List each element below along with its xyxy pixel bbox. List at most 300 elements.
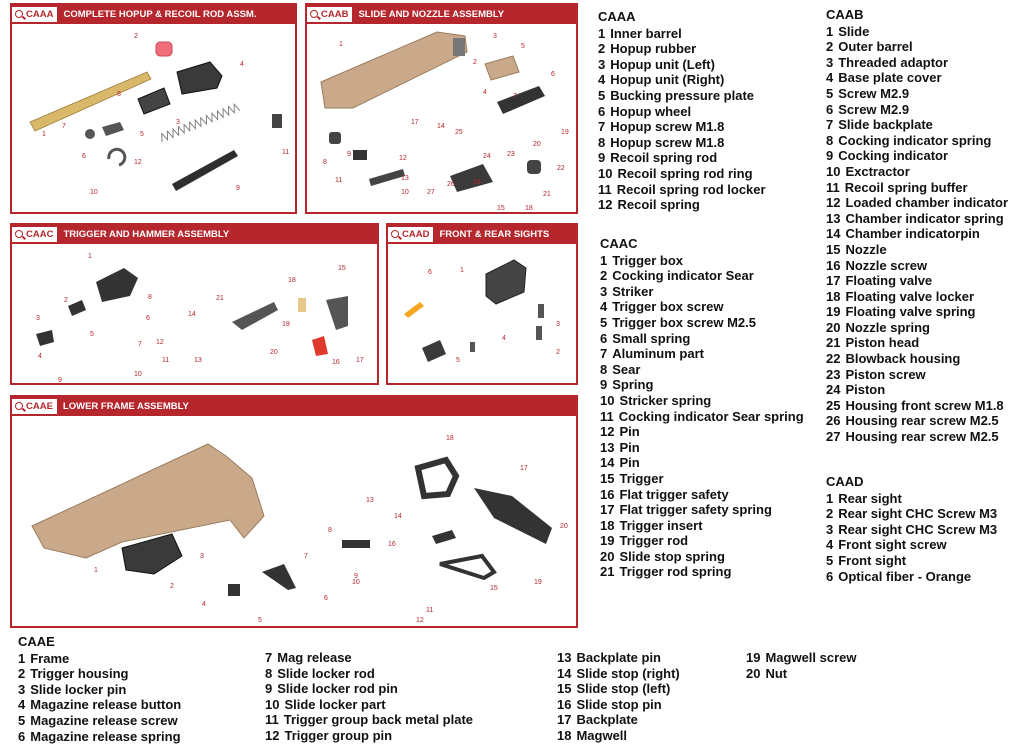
callout-label: 18 bbox=[525, 205, 533, 212]
callout-label: 17 bbox=[520, 465, 528, 472]
callout-label: 6 bbox=[146, 315, 150, 322]
part-number: 8 bbox=[265, 665, 273, 681]
part-name: Trigger group pin bbox=[284, 727, 393, 743]
part-list-item bbox=[826, 413, 1008, 429]
part-number: 13 bbox=[557, 650, 572, 665]
callout-label: 5 bbox=[90, 331, 94, 338]
part-name: Spring bbox=[612, 377, 654, 393]
part-number: 15 bbox=[600, 470, 615, 486]
panel-caad-tag bbox=[388, 227, 433, 242]
callout-label: 2 bbox=[64, 297, 68, 304]
callout-label: 9 bbox=[236, 185, 240, 192]
slide-stop-part bbox=[432, 530, 456, 544]
callout-label: 6 bbox=[551, 71, 555, 78]
panel-caae-tag bbox=[12, 399, 57, 414]
callout-label: 2 bbox=[556, 349, 560, 356]
part-number: 3 bbox=[600, 283, 608, 299]
callout-label: 1 bbox=[94, 567, 98, 574]
callout-label: 5 bbox=[258, 617, 262, 624]
part-name: Threaded adaptor bbox=[838, 54, 949, 70]
callout-label: 3 bbox=[200, 553, 204, 560]
callout-label: 6 bbox=[324, 595, 328, 602]
rear-screw-part bbox=[536, 326, 542, 340]
part-number: 9 bbox=[265, 681, 273, 697]
callout-label: 3 bbox=[556, 321, 560, 328]
slide-stop-left-part bbox=[440, 556, 494, 578]
part-name: Recoil spring buffer bbox=[844, 179, 968, 195]
part-list-item bbox=[826, 195, 1008, 211]
callout-label: 12 bbox=[416, 617, 424, 624]
part-name: Slide backplate bbox=[838, 117, 933, 133]
callout-label: 25 bbox=[455, 129, 463, 136]
part-number: 12 bbox=[826, 195, 841, 211]
part-number: 4 bbox=[826, 537, 834, 553]
callout-label: 5 bbox=[456, 357, 460, 364]
part-number: 20 bbox=[826, 319, 841, 335]
part-name: Recoil spring rod locker bbox=[616, 181, 766, 197]
optical-fiber-part bbox=[404, 302, 424, 318]
blowback-housing-part bbox=[497, 86, 545, 114]
callout-label: 23 bbox=[507, 151, 515, 158]
part-list-item bbox=[826, 335, 1008, 351]
parts-list-caab bbox=[826, 7, 1008, 445]
callout-label: 8 bbox=[148, 294, 152, 301]
part-list-item bbox=[826, 226, 1008, 242]
part-number: 27 bbox=[826, 429, 841, 445]
part-name: Mag release bbox=[277, 650, 352, 665]
callout-label: 4 bbox=[240, 61, 244, 68]
parts-list-caaa bbox=[598, 9, 766, 213]
part-list-item bbox=[557, 666, 680, 682]
part-name: Pin bbox=[619, 455, 640, 471]
recoil-spring-part bbox=[159, 103, 240, 142]
magwell-part bbox=[418, 460, 456, 496]
part-name: Hopup rubber bbox=[610, 41, 697, 57]
part-name: Floating valve locker bbox=[845, 288, 975, 304]
part-number: 2 bbox=[598, 41, 606, 57]
part-name: Cocking indicator spring bbox=[838, 132, 992, 148]
part-list-item bbox=[598, 166, 766, 182]
callout-label: 15 bbox=[497, 205, 505, 212]
part-name: Exctractor bbox=[845, 163, 910, 179]
part-number: 6 bbox=[826, 568, 834, 584]
trigger-insert-part bbox=[298, 298, 306, 312]
part-name: Blowback housing bbox=[845, 351, 961, 367]
part-list-item bbox=[826, 133, 1008, 149]
extractor-part bbox=[369, 169, 405, 186]
part-list-item bbox=[826, 553, 997, 569]
callout-label: 20 bbox=[270, 349, 278, 356]
callout-label: 14 bbox=[437, 123, 445, 130]
panel-caaa-code: CAAA bbox=[26, 9, 54, 20]
part-name: Cocking indicator Sear spring bbox=[618, 408, 804, 424]
part-list-item bbox=[600, 346, 804, 362]
panel-caaa-tag bbox=[12, 7, 57, 22]
part-list-item bbox=[598, 119, 766, 135]
part-name: Bucking pressure plate bbox=[610, 87, 755, 103]
part-list-item bbox=[600, 268, 804, 284]
hopup-rubber-part bbox=[156, 42, 172, 56]
part-name: Magwell screw bbox=[765, 650, 857, 665]
magazine-release-button-part bbox=[228, 584, 240, 596]
part-number: 3 bbox=[826, 521, 834, 537]
callout-label: 21 bbox=[543, 191, 551, 198]
part-number: 11 bbox=[598, 181, 612, 197]
part-number: 9 bbox=[826, 148, 834, 164]
part-number: 16 bbox=[826, 257, 841, 273]
part-number: 4 bbox=[598, 72, 606, 88]
callout-label: 9 bbox=[354, 573, 358, 580]
part-list-item bbox=[600, 502, 804, 518]
part-name: Loaded chamber indicator bbox=[845, 195, 1009, 211]
part-number: 16 bbox=[600, 486, 615, 502]
part-number: 8 bbox=[600, 361, 608, 377]
callout-label: 20 bbox=[533, 141, 541, 148]
trigger-part bbox=[326, 296, 348, 330]
part-number: 20 bbox=[746, 665, 761, 681]
recoil-buffer-part bbox=[329, 132, 341, 144]
part-number: 5 bbox=[598, 87, 606, 103]
part-name: Nozzle bbox=[845, 241, 887, 257]
callout-label: 1 bbox=[88, 253, 92, 260]
part-list-item bbox=[826, 102, 1008, 118]
part-name: Rear sight CHC Screw M3 bbox=[838, 506, 998, 522]
part-list-item bbox=[600, 487, 804, 503]
part-list-item bbox=[598, 182, 766, 198]
part-number: 7 bbox=[598, 119, 606, 135]
part-number: 1 bbox=[826, 23, 834, 39]
part-list-item bbox=[18, 666, 181, 682]
part-number: 6 bbox=[18, 728, 26, 744]
part-number: 1 bbox=[826, 490, 834, 506]
callout-label: 13 bbox=[194, 357, 202, 364]
part-name: Hopup unit (Left) bbox=[610, 56, 715, 72]
rear-screw-part bbox=[538, 304, 544, 318]
part-list-item bbox=[826, 569, 997, 585]
magnifier-icon bbox=[310, 10, 318, 18]
callout-label: 11 bbox=[282, 149, 290, 156]
part-number: 5 bbox=[600, 314, 608, 330]
part-name: Screw M2.9 bbox=[838, 85, 910, 101]
part-list-item bbox=[600, 471, 804, 487]
part-list-item bbox=[598, 26, 766, 42]
bucking-plate-part bbox=[102, 122, 124, 136]
panel-caad bbox=[386, 223, 578, 385]
part-name: Hopup unit (Right) bbox=[610, 72, 725, 88]
part-list-item bbox=[600, 409, 804, 425]
mag-release-part bbox=[262, 564, 296, 590]
part-list-item bbox=[826, 382, 1008, 398]
callout-label: 10 bbox=[401, 189, 409, 196]
panel-caae-title: LOWER FRAME ASSEMBLY bbox=[62, 401, 189, 412]
panel-caaa bbox=[10, 3, 297, 214]
part-list-item bbox=[826, 320, 1008, 336]
part-list-item bbox=[600, 424, 804, 440]
part-list-item bbox=[600, 440, 804, 456]
part-number: 6 bbox=[598, 103, 606, 119]
panel-caab bbox=[305, 3, 578, 214]
front-sight-screw-part bbox=[470, 342, 475, 352]
part-name: Small spring bbox=[612, 330, 691, 346]
part-number: 10 bbox=[600, 392, 615, 408]
part-number: 5 bbox=[18, 712, 26, 728]
part-list-item bbox=[746, 666, 857, 682]
parts-list-caad bbox=[826, 474, 997, 584]
part-number: 2 bbox=[18, 666, 26, 682]
part-number: 2 bbox=[826, 39, 834, 55]
magnifier-icon bbox=[391, 230, 399, 238]
part-number: 11 bbox=[600, 408, 614, 424]
part-list-item bbox=[826, 39, 1008, 55]
part-name: Rear sight CHC Screw M3 bbox=[838, 521, 998, 537]
callout-label: 7 bbox=[513, 93, 517, 100]
part-number: 14 bbox=[557, 665, 572, 681]
part-number: 4 bbox=[600, 299, 608, 315]
trigger-rod-part bbox=[232, 302, 278, 330]
part-name: Backplate pin bbox=[576, 650, 661, 665]
part-list-item bbox=[826, 148, 1008, 164]
callout-label: 26 bbox=[447, 181, 455, 188]
part-number: 16 bbox=[557, 696, 572, 712]
part-list-item bbox=[826, 289, 1008, 305]
callout-label: 8 bbox=[323, 159, 327, 166]
part-list-item bbox=[600, 549, 804, 565]
part-number: 5 bbox=[826, 85, 834, 101]
callout-label: 3 bbox=[493, 33, 497, 40]
part-list-item bbox=[18, 682, 181, 698]
panel-caae-code: CAAE bbox=[26, 401, 53, 412]
callout-label: 16 bbox=[388, 541, 396, 548]
panel-caac-title: TRIGGER AND HAMMER ASSEMBLY bbox=[63, 229, 230, 240]
part-list-item bbox=[265, 712, 473, 728]
parts-list-header: CAAD bbox=[826, 474, 864, 489]
part-number: 12 bbox=[598, 197, 613, 213]
panel-caab-code: CAAB bbox=[321, 9, 349, 20]
part-number: 21 bbox=[600, 564, 615, 580]
parts-list-header: CAAC bbox=[600, 236, 638, 251]
part-name: Slide stop spring bbox=[619, 548, 725, 564]
callout-label: 8 bbox=[117, 91, 121, 98]
parts-list-caae-header bbox=[18, 634, 181, 744]
rear-sight-part bbox=[486, 260, 526, 304]
callout-label: 12 bbox=[156, 339, 164, 346]
part-name: Recoil spring rod ring bbox=[617, 165, 753, 181]
callout-label: 19 bbox=[561, 129, 569, 136]
callout-label: 9 bbox=[347, 151, 351, 158]
part-number: 2 bbox=[600, 268, 608, 284]
part-list-item bbox=[265, 650, 473, 666]
part-number: 1 bbox=[598, 25, 606, 41]
part-number: 6 bbox=[826, 101, 834, 117]
part-name: Magazine release button bbox=[30, 697, 182, 713]
part-list-item bbox=[598, 104, 766, 120]
callout-label: 15 bbox=[338, 265, 346, 272]
callout-label: 13 bbox=[401, 175, 409, 182]
part-list-item bbox=[265, 697, 473, 713]
magnifier-icon bbox=[15, 230, 23, 238]
part-name: Piston bbox=[845, 382, 886, 398]
part-list-item bbox=[598, 41, 766, 57]
part-list-item bbox=[18, 697, 181, 713]
part-name: Trigger insert bbox=[619, 517, 703, 533]
callout-label: 11 bbox=[162, 357, 170, 364]
part-name: Slide bbox=[838, 23, 870, 39]
part-list-item bbox=[826, 117, 1008, 133]
callout-label: 1 bbox=[339, 41, 343, 48]
part-name: Trigger box screw M2.5 bbox=[612, 314, 757, 330]
part-list-item bbox=[557, 697, 680, 713]
part-name: Aluminum part bbox=[612, 346, 704, 362]
part-list-item bbox=[598, 88, 766, 104]
callout-label: 4 bbox=[502, 335, 506, 342]
part-number: 14 bbox=[600, 455, 615, 471]
part-name: Stricker spring bbox=[619, 392, 712, 408]
caae-exploded-diagram bbox=[12, 416, 576, 626]
caaa-exploded-diagram bbox=[12, 24, 295, 212]
inner-barrel-part bbox=[30, 72, 151, 131]
part-list-item bbox=[598, 135, 766, 151]
part-list-item bbox=[826, 211, 1008, 227]
part-name: Nut bbox=[765, 665, 788, 681]
flat-trigger-safety-part bbox=[312, 336, 328, 356]
part-list-item bbox=[557, 712, 680, 728]
callout-label: 7 bbox=[138, 341, 142, 348]
part-name: Chamber indicatorpin bbox=[845, 226, 980, 242]
part-number: 22 bbox=[826, 351, 841, 367]
parts-list-caac bbox=[600, 236, 804, 580]
callout-label: 9 bbox=[58, 377, 62, 383]
part-number: 4 bbox=[826, 70, 834, 86]
part-name: Backplate bbox=[576, 712, 638, 728]
part-list-item bbox=[600, 518, 804, 534]
part-list-item bbox=[826, 70, 1008, 86]
panel-caac-code: CAAC bbox=[26, 229, 54, 240]
part-name: Screw M2.9 bbox=[838, 101, 910, 117]
part-name: Cocking indicator Sear bbox=[612, 268, 754, 284]
slide-locker-part bbox=[342, 540, 370, 548]
recoil-spring-rod-part bbox=[172, 150, 238, 191]
slide-backplate-part bbox=[485, 56, 519, 80]
part-number: 9 bbox=[598, 150, 606, 166]
part-list-item bbox=[826, 429, 1008, 445]
panel-caad-title: FRONT & REAR SIGHTS bbox=[439, 229, 550, 240]
part-name: Slide stop (left) bbox=[576, 681, 671, 697]
part-name: Magazine release screw bbox=[30, 712, 178, 728]
panel-caab-header bbox=[307, 5, 576, 24]
callout-label: 12 bbox=[134, 159, 142, 166]
part-name: Trigger box bbox=[612, 252, 684, 268]
part-name: Nozzle screw bbox=[845, 257, 928, 273]
callout-label: 20 bbox=[560, 523, 568, 530]
callout-label: 10 bbox=[352, 579, 360, 586]
callout-label: 24 bbox=[483, 153, 491, 160]
rod-locker-part bbox=[272, 114, 282, 128]
part-name: Magwell bbox=[576, 727, 628, 743]
callout-label: 5 bbox=[140, 131, 144, 138]
part-list-item bbox=[600, 393, 804, 409]
parts-list-header: CAAB bbox=[826, 7, 864, 22]
trigger-box-part bbox=[96, 268, 138, 302]
caad-exploded-diagram bbox=[388, 244, 576, 383]
part-name: Slide stop (right) bbox=[576, 665, 680, 681]
callout-label: 15 bbox=[490, 585, 498, 592]
part-number: 13 bbox=[600, 439, 615, 455]
part-list-item bbox=[826, 537, 997, 553]
part-name: Nozzle spring bbox=[845, 319, 930, 335]
callout-label: 4 bbox=[202, 601, 206, 608]
part-name: Rear sight bbox=[838, 490, 902, 506]
part-number: 4 bbox=[18, 697, 26, 713]
part-name: Hopup wheel bbox=[610, 103, 692, 119]
part-list-item bbox=[18, 651, 181, 667]
callout-label: 19 bbox=[534, 579, 542, 586]
part-number: 25 bbox=[826, 397, 841, 413]
part-list-item bbox=[826, 522, 997, 538]
backplate-part bbox=[474, 488, 552, 544]
part-name: Trigger box screw bbox=[612, 299, 724, 315]
part-number: 8 bbox=[826, 132, 834, 148]
part-number: 12 bbox=[600, 424, 615, 440]
part-list-item bbox=[600, 331, 804, 347]
callout-label: 1 bbox=[460, 267, 464, 274]
part-list-item bbox=[826, 273, 1008, 289]
part-list-item bbox=[600, 362, 804, 378]
caac-exploded-diagram bbox=[12, 244, 377, 383]
part-name: Hopup screw M1.8 bbox=[610, 134, 725, 150]
part-list-item bbox=[600, 315, 804, 331]
part-name: Housing rear screw M2.5 bbox=[845, 429, 999, 445]
part-name: Flat trigger safety spring bbox=[619, 502, 772, 518]
callout-label: 4 bbox=[483, 89, 487, 96]
part-list-item bbox=[598, 72, 766, 88]
callout-label: 7 bbox=[304, 553, 308, 560]
panel-caae-header bbox=[12, 397, 576, 416]
part-number: 7 bbox=[265, 650, 273, 665]
part-number: 14 bbox=[826, 226, 841, 242]
callout-label: 6 bbox=[428, 269, 432, 276]
part-number: 18 bbox=[557, 727, 572, 743]
part-name: Recoil spring bbox=[617, 197, 700, 213]
part-name: Frame bbox=[30, 650, 70, 666]
outer-barrel-part bbox=[453, 38, 465, 56]
hopup-unit-left-part bbox=[138, 88, 170, 114]
part-list-item bbox=[826, 24, 1008, 40]
part-number: 1 bbox=[600, 252, 608, 268]
part-list-item bbox=[746, 650, 857, 666]
callout-label: 1 bbox=[42, 131, 46, 138]
part-list-item bbox=[826, 55, 1008, 71]
parts-list-header: CAAA bbox=[598, 9, 636, 24]
callout-label: 11 bbox=[335, 177, 343, 184]
callout-label: 4 bbox=[38, 353, 42, 360]
part-number: 10 bbox=[265, 696, 280, 712]
panel-caaa-title: COMPLETE HOPUP & RECOIL ROD ASSM. bbox=[63, 9, 257, 20]
part-name: Hopup screw M1.8 bbox=[610, 119, 725, 135]
part-name: Housing front screw M1.8 bbox=[845, 397, 1004, 413]
part-number: 1 bbox=[18, 650, 26, 666]
rod-ring-part bbox=[109, 149, 125, 165]
part-number: 17 bbox=[826, 273, 841, 289]
panel-caad-header bbox=[388, 225, 576, 244]
callout-label: 10 bbox=[90, 189, 98, 196]
part-list-item bbox=[600, 284, 804, 300]
callout-label: 22 bbox=[557, 165, 565, 172]
part-name: Pin bbox=[619, 439, 640, 455]
part-number: 3 bbox=[826, 54, 834, 70]
part-name: Housing rear screw M2.5 bbox=[845, 413, 999, 429]
callout-label: 3 bbox=[176, 119, 180, 126]
part-name: Slide locker pin bbox=[30, 681, 127, 697]
